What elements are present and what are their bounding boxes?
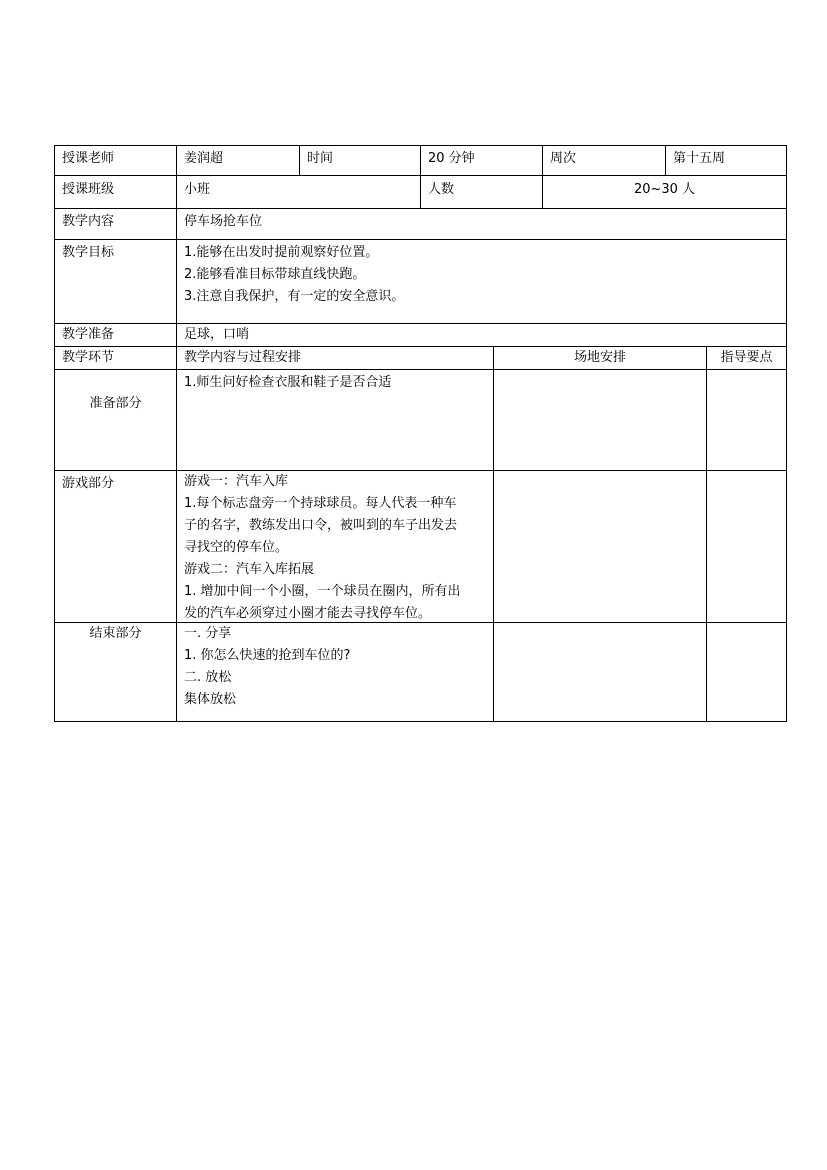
teacher-label: 授课老师 <box>62 151 115 166</box>
prep-value: 足球，口哨 <box>184 327 250 342</box>
time-label: 时间 <box>307 151 334 166</box>
prep-label: 教学准备 <box>62 327 115 342</box>
column-header-stage: 教学环节 <box>62 350 115 365</box>
goal-item: 2.能够看准目标带球直线快跑。 <box>184 267 366 282</box>
list-item: 游戏二：汽车入库拓展 <box>184 562 315 577</box>
content-label: 教学内容 <box>62 214 115 229</box>
list-item: 1. 你怎么快速的抢到车位的? <box>184 648 351 663</box>
list-item: 1.每个标志盘旁一个持球球员。每人代表一种车 <box>184 496 457 511</box>
stage-prep-part: 准备部分 <box>89 396 142 411</box>
goals-list <box>177 240 786 323</box>
table-border <box>706 346 707 722</box>
list-item: 1.师生问好检查衣服和鞋子是否合适 <box>184 375 392 390</box>
table-border <box>493 346 494 722</box>
class-label: 授课班级 <box>62 182 115 197</box>
column-header-points: 指导要点 <box>720 350 773 365</box>
list-item: 发的汽车必须穿过小圈才能去寻找停车位。 <box>184 606 432 621</box>
list-item: 二. 放松 <box>184 670 232 685</box>
list-item: 寻找空的停车位。 <box>184 540 289 555</box>
stage-game-part: 游戏部分 <box>62 476 115 491</box>
class-value: 小班 <box>184 182 211 197</box>
list-item: 1. 增加中间一个小圈，一个球员在圈内，所有出 <box>184 584 461 599</box>
goals-label: 教学目标 <box>62 245 115 260</box>
stage-end-part: 结束部分 <box>89 626 142 641</box>
column-header-process: 教学内容与过程安排 <box>184 350 302 365</box>
process-prep-part <box>177 370 493 470</box>
list-item: 游戏一：汽车入库 <box>184 474 289 489</box>
table-border <box>786 145 787 722</box>
list-item: 子的名字，教练发出口令，被叫到的车子出发去 <box>184 518 458 533</box>
table-border <box>54 721 787 722</box>
teacher-value: 姜润超 <box>184 151 224 166</box>
goal-item: 1.能够在出发时提前观察好位置。 <box>184 245 379 260</box>
count-value: 20~30 人 <box>633 182 696 197</box>
column-header-venue: 场地安排 <box>573 350 626 365</box>
list-item: 集体放松 <box>184 692 237 707</box>
goal-item: 3.注意自我保护，有一定的安全意识。 <box>184 289 405 304</box>
week-label: 周次 <box>550 151 577 166</box>
list-item: 一. 分享 <box>184 626 232 641</box>
time-value: 20 分钟 <box>428 151 475 166</box>
process-end-part <box>177 623 493 721</box>
week-value: 第十五周 <box>673 151 726 166</box>
count-label: 人数 <box>428 182 455 197</box>
process-game-part <box>177 471 493 622</box>
content-value: 停车场抢车位 <box>184 214 263 229</box>
